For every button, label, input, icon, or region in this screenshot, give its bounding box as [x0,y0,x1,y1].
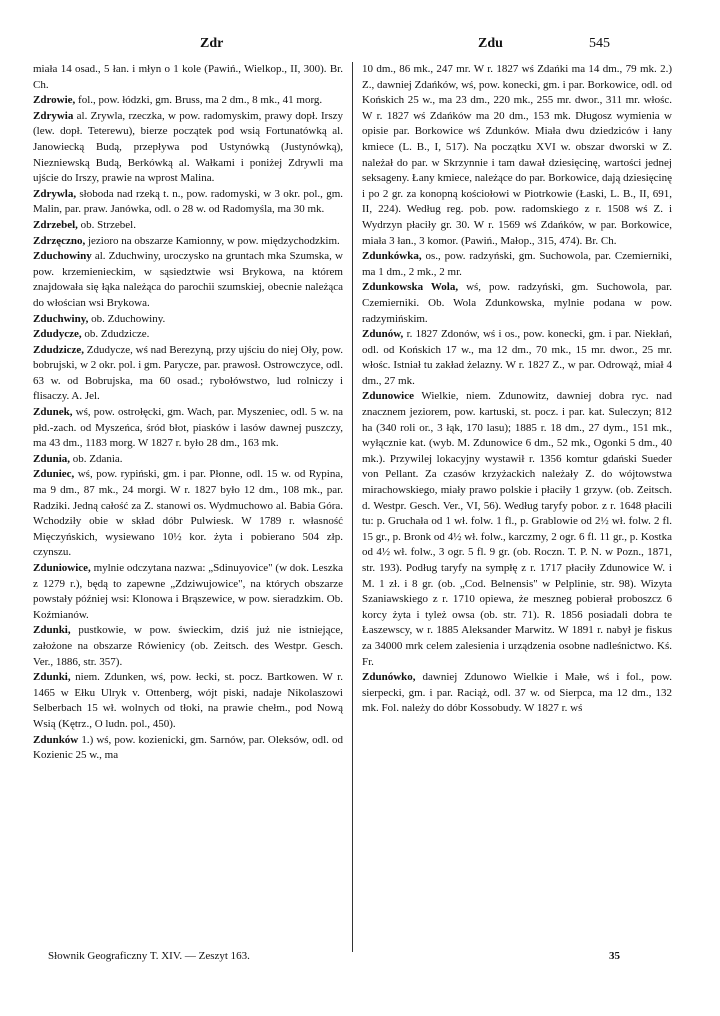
entry-text: al. Zduchwiny, uroczysko na gruntach mka Szumska, w pow. krzemienieckim, w sąsiedztwie wsi Brykowa, na którem znajdowała się łąka należąca do parochii szumskiej, obecnie należąca do włościan wsi Brykowa. [33,250,343,309]
dictionary-entry [33,234,343,250]
entry-headword: Zdunek, [33,406,73,419]
dictionary-entry [33,561,343,623]
entry-text: fol., pow. łódzki, gm. Bruss, ma 2 dm., 8 mk., 41 morg. [75,94,323,107]
entry-headword: Zduchowiny [33,250,92,263]
entry-headword: Zdunów, [362,328,404,341]
dictionary-entry [33,467,343,561]
dictionary-entry [33,452,343,468]
column-divider [352,62,353,952]
running-head-center: Zdu [478,36,503,51]
entry-headword: Zdunkówka, [362,250,422,263]
entry-headword: Zdunowice [362,390,414,403]
entry-headword: Zduniec, [33,468,75,481]
entry-text: al. Zrywla, rzeczka, w pow. radomyskim, prawy dopł. Irszy (lew. dopł. Teterewu), bierze początek pod wsią Fortunatówką al. Janowiecką Budą, przepływa pod Ustynówką (Justynówką), Niezniewską Budą, Berkówką al. Wałkami i poniżej Zdrywli ma ujście do Irszy, prawie na wprost Malina. [33,109,343,185]
entry-text: 10 dm., 86 mk., 247 mr. W r. 1827 wś Zdańki ma 14 dm., 79 mk. 2.) Z., dawniej Zdańków, wś, pow. konecki, gm. i par. Borkowice, odl. od Końskich 25 w., ma 23 dm., 220 mk., 255 mr. dwor., 311 mr. włośc. W r. 1827 wś Zdańków ma 20 dm., 153 mk. Długosz wymienia w opisie par. Borkowice wś Zdunków. Miała dwu dziedziców i łany kmiece (L. B., I, 517). Na początku XVI w. obszar dworski w Z. należał do par. w Skrzynnie i tam dawał dziesięcinę, wartości jednej seksageny. Łany kmiece, należące do par. Borkowice, dają dziesięcinę i po 2 gr. za konopną kościołowi w Piotrkowie (Łaski, L. B., II, 691, II, 224). Według reg. pob. pow. radomskiego z r. 1508 wś Z. i Wydrzyn płaciły gr. 30. W r. 1569 wś Zdańków, w par. Borkowice, miała 3 łan., 3 komor. (Pawiń., Małop., 315, 474). Br. Ch. [362,63,672,247]
dictionary-entry [33,93,343,109]
entry-text: 1.) wś, pow. kozienicki, gm. Sarnów, par. Oleksów, odl. od Kozienic 25 w., ma [33,733,343,762]
dictionary-entry [362,280,672,327]
sheet-number: 35 [609,950,620,962]
dictionary-entry [33,327,343,343]
dictionary-entry [33,218,343,234]
dictionary-entry [362,249,672,280]
entry-text: pustkowie, w pow. świeckim, dziś już nie istniejące, założone na obszarze Rówienicy (ob. Zeitsch. des Westpr. Gesch. Ver., 1886, str. 357). [33,624,343,668]
entry-headword: Zdunki, [33,671,71,684]
dictionary-entry [33,623,343,670]
entry-text: dawniej Zdunowo Wielkie i Małe, wś i fol., pow. sierpecki, gm. i par. Raciąż, odl. 37 w. od Sierpca, ma 12 dm., 132 mk. Fol. należy do dóbr Kossobudy. W 1827 r. wś [362,671,672,715]
dictionary-entry [33,733,343,764]
entry-headword: Zdrzęczno, [33,234,86,247]
entry-headword: Zdunków [33,733,79,746]
entry-headword: Zdrywla, [33,187,77,200]
entry-text: os., pow. radzyński, gm. Suchowola, par. Czemierniki, ma 1 dm., 2 mk., 2 mr. [362,250,672,278]
entry-text: ob. Strzebel. [77,218,136,231]
entry-headword: Zdudzicze, [33,343,85,356]
entry-text: Wielkie, niem. Zdunowitz, dawniej dobra ryc. nad znacznem jeziorem, pow. kartuski, st. pocz. i par. kat. Suleczyn; 812 ha (340 roli or., 3 łąk, 170 lasu); 1885 r. 18 dm., 27 dym., 151 mk., wyłącznie kat. (wyb. M. Zdunowice 6 dm., 52 mk., Ogonki 5 dm., 40 mk.). Przywilej lokacyjny wystawił r. 1356 komtur gdański Sueder von Pellant. Za czasów krzyżackich należały Z. do wójtowstwa mirachowskiego, miały prawo polskie i płaciły 1 grzyw. (ob. Zeitsch. d. Westpr. Gesch. Ver., VI, 56). Według taryfy pobor. z r. 1648 płacili tu: p. Gruchała od 1 wł. folw. 1 fl., p. Grablowie od 2½ wł. folw. 2 fl. 15 gr., p. Bronk od 4½ wł. folw., karczmy, 2 ogr. 6 fl. 11 gr., p. Kostka od 4½ wł. folw., 3 ogr. 5 fl. 9 gr. (ob. Roczn. T. P. N. w Pozn., 1871, str. 193). Podług taryfy na sympłę z r. 1717 płaciły Zdunowice W. i M. 1 zł. i 8 gr. (ob. „Cod. Belnensis" w Pelplinie, str. 98). Wizyta Szaniawskiego z r. 1710 opiewa, że meszneg pobierał proboszcz 6 korcy żyta i tyleż owsa (ob. str. 71). R. 1856 posiadali dobra te Łaszewscy, w r. 1885 Aleksander Marwitz. W 1891 r. nabył je fiskus za 34000 mrk celem zalesienia i urządzenia osobne nadleśnictwo. Kś. Fr. [362,390,672,668]
entry-text: ob. Zdudzicze. [81,328,150,341]
entry-text: mylnie odczytana nazwa: „Sdinuyovice" (w dok. Leszka z 1279 r.), będą to zapewne „Zdziwujowice", na których obszarze powstały później wsi: Klonowa i Brąszewice, w pow. sieradzkim. Ob. Koźmianów. [33,562,343,621]
right-column [362,62,672,717]
entry-text: jezioro na obszarze Kamionny, w pow. międzychodzkim. [85,234,340,247]
entry-headword: Zdrywia [33,109,74,122]
entry-text: wś, pow. ostrołęcki, gm. Wach, par. Myszeniec, odl. 5 w. na płd.-zach. od Myszeńca, śród błot, piasków i lasów dawnej puszczy, ma 43 dm., 1183 morg. W 1827 r. było 28 dm., 163 mk. [33,406,343,450]
entry-text: ob. Zdania. [70,452,123,465]
dictionary-entry [33,405,343,452]
entry-headword: Zduchwiny, [33,312,89,325]
entry-headword: Zdunkowska Wola, [362,281,459,294]
entry-headword: Zdrowie, [33,94,76,107]
dictionary-entry [362,62,672,249]
page-number: 545 [589,36,610,51]
dictionary-entry [362,670,672,717]
entry-headword: Zdunia, [33,452,70,465]
entry-text: słoboda nad rzeką t. n., pow. radomyski, w 3 okr. pol., gm. Malin, par. praw. Janówka, odl. o 28 w. od Radomyśla, ma 30 mk. [33,187,343,216]
dictionary-entry [33,109,343,187]
dictionary-entry [362,327,672,389]
dictionary-entry [33,343,343,405]
dictionary-entry [33,670,343,732]
entry-headword: Zdudycze, [33,328,82,341]
dictionary-entry [362,389,672,670]
running-head-left: Zdr [200,36,224,51]
entry-headword: Zdunki, [33,624,71,637]
entry-text: niem. Zdunken, wś, pow. łecki, st. pocz. Bartkowen. W r. 1465 w Ełku Ulryk v. Ottenberg, wójt piski, nadaje Nikolaszowi Selberbach 15 wł. wolnych od tłoki, na prawie chełm., pod Nową Wsią (Kętrz., O ludn. pol., 450). [33,671,343,730]
entry-headword: Zduniowice, [33,562,91,574]
dictionary-entry [33,187,343,218]
entry-headword: Zdunówko, [362,671,416,684]
footer-title: Słownik Geograficzny T. XIV. — Zeszyt 163. [48,950,250,962]
entry-text: ob. Zduchowiny. [88,312,166,325]
dictionary-entry [33,62,343,93]
entry-text: wś, pow. rypiński, gm. i par. Płonne, odl. 15 w. od Rypina, ma 9 dm., 87 mk., 24 morgi. W r. 1827 było 12 dm., 108 mk., par. Radziki. Jedną całość za Z. stanowi os. Wydmuchowo al. Babia Góra. Wchodziły obie w skład dóbr Pulwiesk. W 1789 r. własność Mięczyńskich, wysiewano 10½ kor. żyta i pobierano 504 złp. czynszu. [33,468,343,559]
entry-text: r. 1827 Zdonów, wś i os., pow. konecki, gm. i par. Niekłań, odl. od Końskich 17 w., ma 12 dm., 70 mk., 15 mr. dwor., 25 mr. włośc. Istniał tu zakład żelazny. W r. 1827 Z., w par. Odrowąż, miał 4 dm., 27 mk. [362,328,672,387]
page-footer [48,950,620,962]
entry-text: Zdudycze, wś nad Berezyną, przy ujściu do niej Oły, pow. bobrujski, w 2 okr. pol. i gm. Parycze, par. prawosł. Ostrowczyce, odl. 63 w. od Bobrujska, ma 60 osad.; rybołówstwo, lud rolniczy i flisaczy. A. Jel. [33,343,343,403]
entry-text: wś, pow. radzyński, gm. Suchowola, par. Czemierniki. Ob. Wola Zdunkowska, mylnie podana w pow. radzymińskim. [362,281,672,325]
entry-headword: Zdrzebel, [33,218,78,231]
entry-text: miała 14 osad., 5 łan. i młyn o 1 kole (Pawiń., Wielkop., II, 300). Br. Ch. [33,63,343,91]
left-column [33,62,343,764]
dictionary-entry [33,249,343,311]
dictionary-entry [33,312,343,328]
